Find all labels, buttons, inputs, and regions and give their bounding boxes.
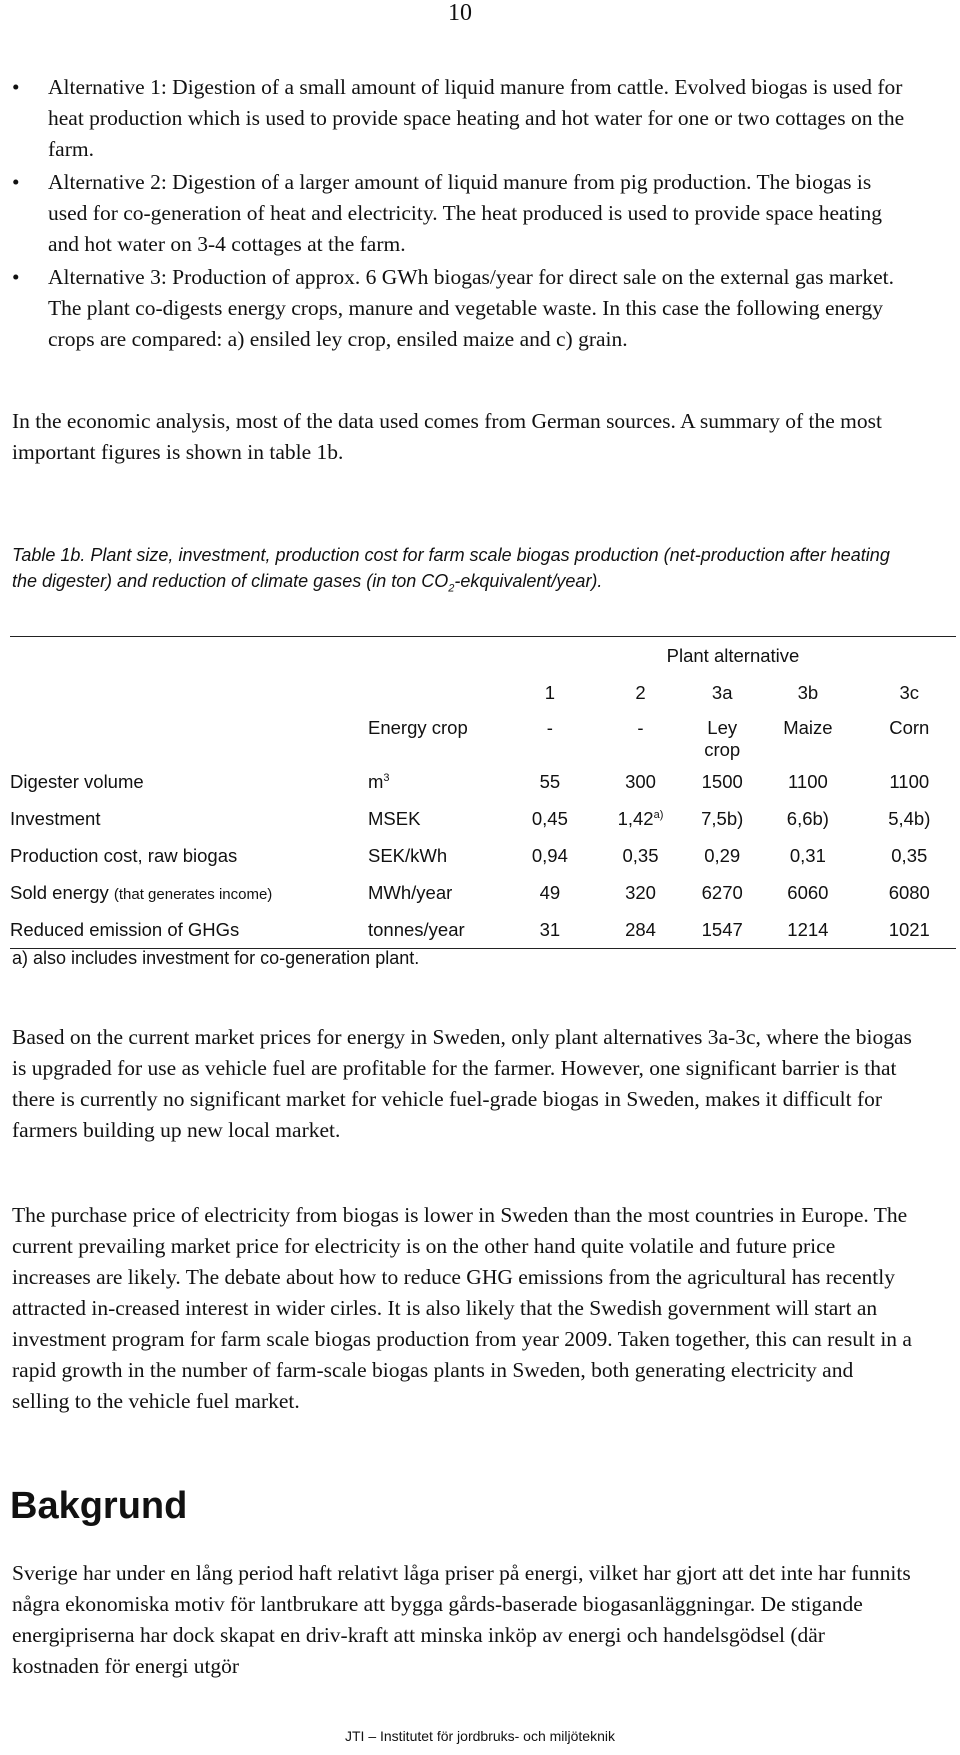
table-row: Production cost, raw biogas SEK/kWh 0,94 0,35 0,29 0,31 0,35 [10, 844, 928, 866]
list-item: • Alternative 2: Digestion of a larger amount of liquid manure from pig production. The biogas is used for co-generation of heat and electricity. The heat produced is used to provide space heating and hot water on 3-4 cottages at the farm. [10, 167, 910, 260]
table-row: Reduced emission of GHGs tonnes/year 31 284 1547 1214 1021 [10, 918, 930, 940]
bullet-icon: • [12, 170, 20, 194]
swedish-paragraph: Sverige har under en lång period haft relativt låga priser på energi, vilket har gjort att det inte har funnits några ekonomiska motiv för lantbrukare att bygga gårds-baserade biogasanläggningar. De stigande energipriserna har dock skapat en driv-kraft att minska inköp av energi och handelsgödsel (där kostnaden för energi utgör [12, 1561, 911, 1678]
footer: JTI – Institutet för jordbruks- och miljöteknik [345, 1728, 615, 1744]
body-paragraph: The purchase price of electricity from biogas is lower in Sweden than the most countries in Europe. The current prevailing market price for electricity is on the other hand quite volatile and future price increases are likely. The debate about how to reduce GHG emissions from the agricultural has recently attracted in-creased interest in wider cirles. It is also likely that the Swedish government will start an investment program for farm scale biogas production from year 2009. Taken together, this can result in a rapid growth in the number of farm-scale biogas plants in Sweden, both generating electricity and selling to the vehicle fuel market. [12, 1203, 912, 1413]
table-row: Sold energy (that generates income) MWh/year 49 320 6270 6060 6080 [10, 881, 930, 903]
page-number: 10 [448, 0, 472, 26]
table-footnote: a) also includes investment for co-generation plant. [12, 948, 420, 968]
alternatives-list [10, 72, 910, 357]
table-row: Digester volume $m^3$ 55 300 1500 1100 1100 [10, 770, 930, 792]
table-row: Investment MSEK 0,45 1,42$^{a)}$ 7,5b) 6,6b) 5,4b) [10, 807, 931, 829]
list-item: • Alternative 3: Production of approx. 6 GWh biogas/year for direct sale on the external gas market. The plant co-digests energy crops, manure and vegetable waste. In this case the following energy crops are compared: a) ensiled ley crop, ensiled maize and c) grain. [10, 262, 910, 355]
section-heading: Bakgrund [10, 1485, 188, 1527]
list-item: • Alternative 1: Digestion of a small amount of liquid manure from cattle. Evolved biogas is used for heat production which is used to provide space heating and hot water for one or two cottages on the farm. [10, 72, 910, 165]
plant-table [10, 636, 956, 949]
body-paragraph: Based on the current market prices for energy in Sweden, only plant alternatives 3a-3c, where the biogas is upgraded for use as vehicle fuel are profitable for the farmer. However, one significant barrier is that there is currently no significant market for vehicle fuel-grade biogas in Sweden, makes it difficult for farmers building up new local market. [12, 1025, 912, 1142]
intro-paragraph: In the economic analysis, most of the data used comes from German sources. A summary of the most important figures is shown in table 1b. [12, 409, 882, 464]
table-row: Energy crop - - Ley crop Maize Corn [368, 717, 930, 760]
table-caption: Table 1b. Plant size, investment, production cost for farm scale biogas production (net-production after heating the digester) and reduction of climate gases (in ton $CO_2-ekquivalent/year$). [12, 545, 890, 595]
table-row [10, 637, 956, 674]
bullet-icon: • [12, 75, 20, 99]
table-row: 1 2 3a 3b 3c [544, 681, 920, 703]
bullet-icon: • [12, 265, 20, 289]
group-header: Plant alternative [666, 644, 800, 666]
